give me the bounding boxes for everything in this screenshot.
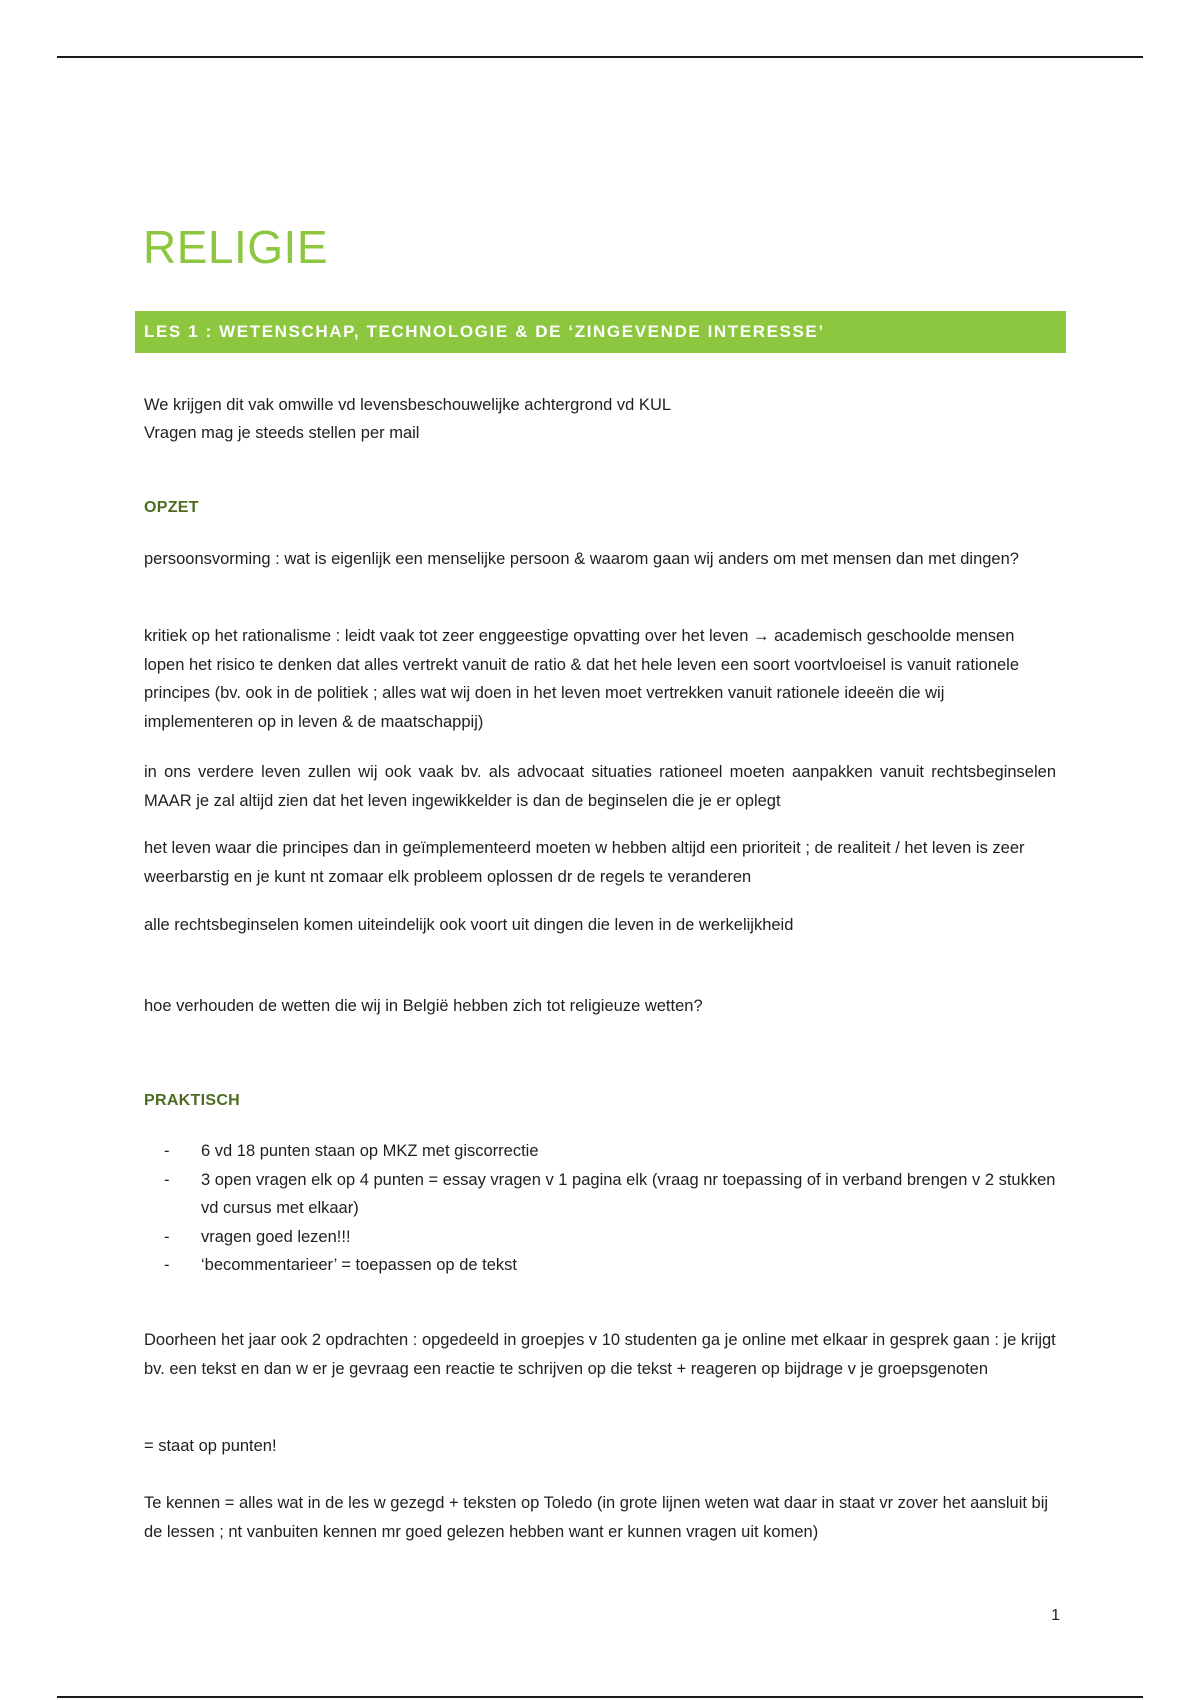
bullet-marker: - [164, 1142, 170, 1160]
list-item-text: vragen goed lezen!!! [201, 1227, 351, 1246]
page-number: 1 [1051, 1607, 1060, 1624]
paragraph: hoe verhouden de wetten die wij in België hebben zich tot religieuze wetten? [144, 997, 703, 1015]
lesson-heading-bar [135, 311, 1066, 353]
footer-rule [57, 1696, 1143, 1698]
paragraph: persoonsvorming : wat is eigenlijk een menselijke persoon & waarom gaan wij anders om met mensen dan met dingen? [144, 550, 1019, 568]
paragraph: = staat op punten! [144, 1437, 277, 1455]
list-item [144, 1166, 1056, 1223]
bullet-marker: - [164, 1170, 170, 1189]
list-item-text: 3 open vragen elk op 4 punten = essay vragen v 1 pagina elk (vraag nr toepassing of in verband brengen v 2 stukken vd cursus met elkaar) [201, 1170, 1056, 1217]
list-item-text: ‘becommentarieer’ = toepassen op de tekst [201, 1256, 517, 1274]
intro-line: We krijgen dit vak omwille vd levensbeschouwelijke achtergrond vd KUL [144, 396, 672, 414]
praktisch-bullet-list [144, 1137, 1056, 1280]
document-title: RELIGIE [143, 221, 329, 273]
list-item [144, 1137, 1056, 1166]
header-rule [57, 56, 1143, 58]
list-item-text: 6 vd 18 punten staan op MKZ met giscorrectie [201, 1142, 539, 1160]
paragraph: in ons verdere leven zullen wij ook vaak bv. als advocaat situaties rationeel moeten aanpakken vanuit rechtsbeginselen MAAR je zal altijd zien dat het leven ingewikkelder is dan de beginselen die je er oplegt [144, 763, 1056, 810]
list-item [144, 1223, 1056, 1252]
section-heading-opzet: OPZET [144, 499, 199, 516]
paragraph: het leven waar die principes dan in geïmplementeerd moeten w hebben altijd een prioriteit ; de realiteit / het leven is zeer weerbarstig en je kunt nt zomaar elk probleem oplossen dr de regels te veranderen [144, 839, 1025, 886]
lesson-heading: LES 1 : WETENSCHAP, TECHNOLOGIE & DE ‘ZINGEVENDE INTERESSE’ [144, 322, 825, 341]
paragraph: kritiek op het rationalisme : leidt vaak tot zeer enggeestige opvatting over het leven → academisch geschoolde mensen lopen het risico te denken dat alles vertrekt vanuit de ratio & dat het hele leven een soort voortvloeisel is vanuit rationele principes (bv. ook in de politiek ; alles wat wij doen in het leven moet vertrekken vanuit rationele ideeën die wij implementeren op in leven & de maatschappij) [144, 627, 1020, 731]
paragraph: Doorheen het jaar ook 2 opdrachten : opgedeeld in groepjes v 10 studenten ga je online met elkaar in gesprek gaan : je krijgt bv. een tekst en dan w er je gevraag een reactie te schrijven op die tekst + reageren op bijdrage v je groepsgenoten [144, 1331, 1056, 1378]
paragraph: alle rechtsbeginselen komen uiteindelijk ook voort uit dingen die leven in de werkelijkheid [144, 916, 794, 934]
paragraph: Te kennen = alles wat in de les w gezegd + teksten op Toledo (in grote lijnen weten wat daar in staat vr zover het aansluit bij de lessen ; nt vanbuiten kennen mr goed gelezen hebben want er kunnen vragen uit komen) [144, 1494, 1049, 1541]
list-item [144, 1251, 1056, 1280]
intro-line: Vragen mag je steeds stellen per mail [144, 424, 420, 442]
section-heading-praktisch: PRAKTISCH [144, 1092, 241, 1109]
bullet-marker: - [164, 1227, 170, 1246]
bullet-marker: - [164, 1256, 170, 1274]
